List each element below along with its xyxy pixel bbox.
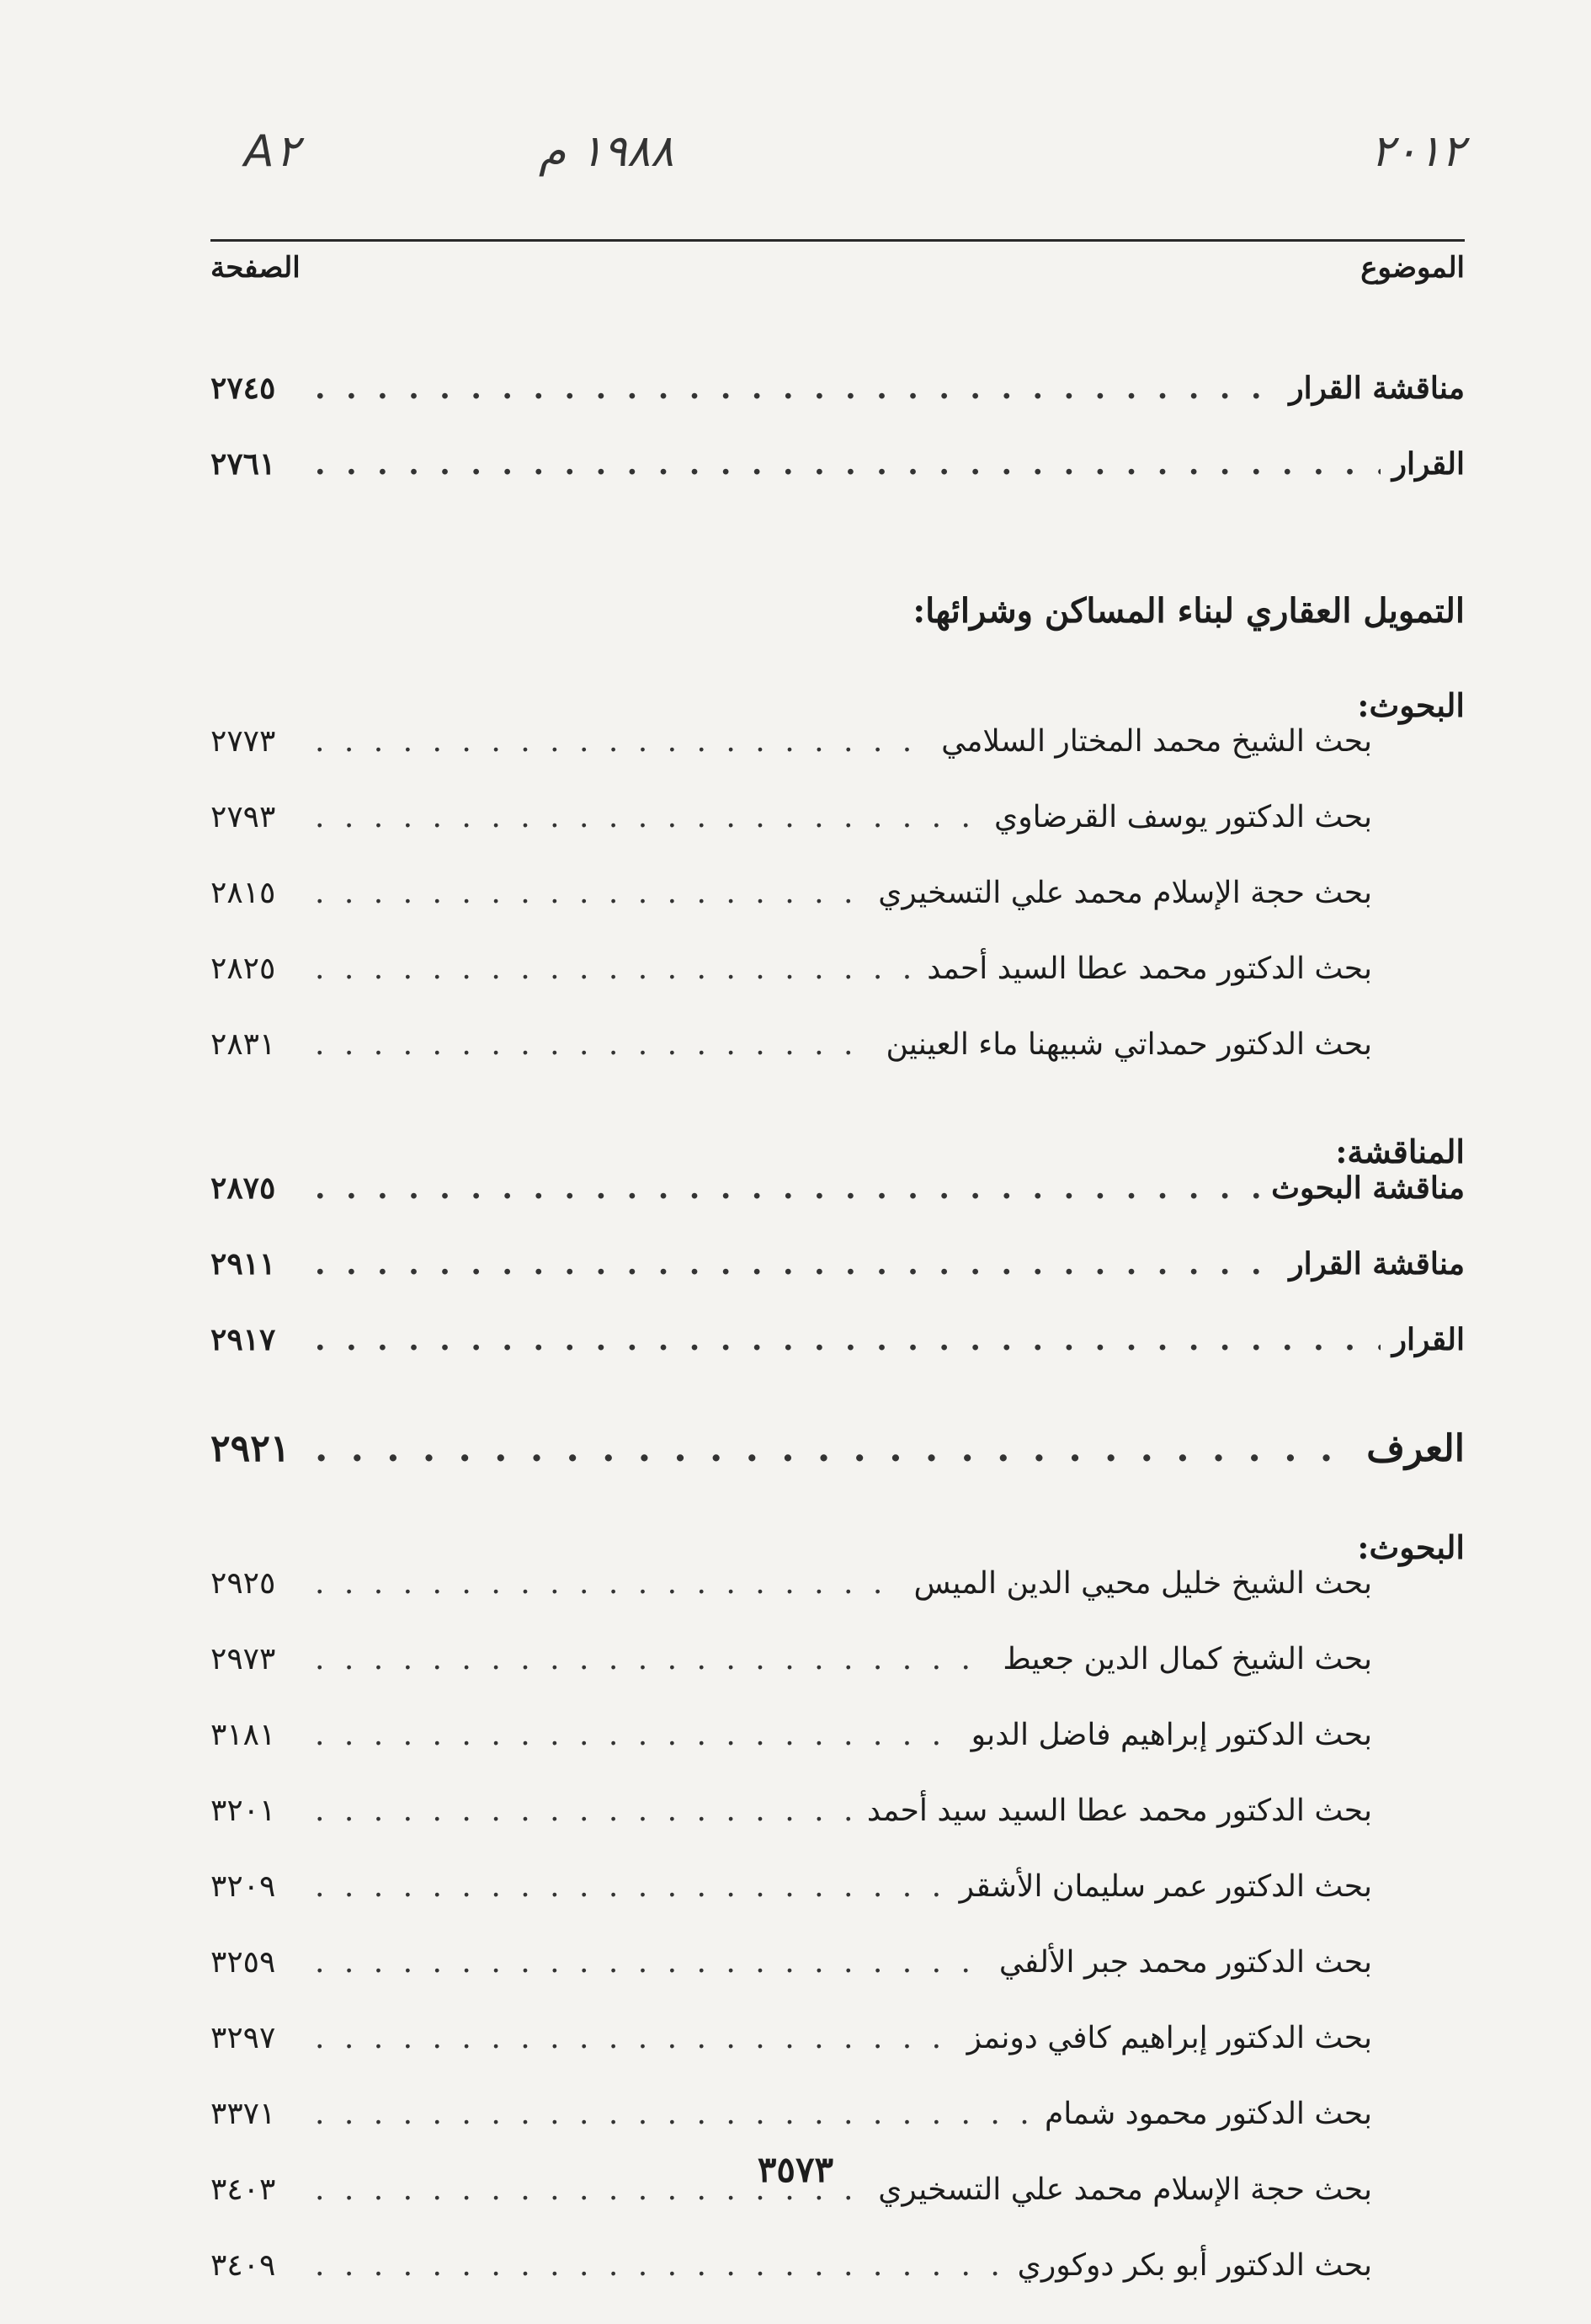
toc-entry-title: بحث الدكتور يوسف القرضاوي: [994, 800, 1372, 834]
section-two-heading: التمويل العقاري لبناء المساكن وشرائها:: [913, 590, 1465, 631]
toc-entry-page: ٢٧٧٣: [210, 724, 276, 759]
leader-dots: [315, 2248, 1006, 2283]
toc-entry: [210, 2021, 1465, 2097]
toc-entry: [210, 1869, 1465, 1945]
toc-entry: [210, 1566, 1465, 1642]
toc-entry: [210, 370, 1465, 446]
leader-dots: [315, 1027, 875, 1062]
section-three-page: ٢٩٢١: [210, 1426, 290, 1470]
leader-dots: [315, 1794, 855, 1828]
toc-entry: [210, 876, 1465, 951]
toc-entry-title: بحث الشيخ محمد المختار السلامي: [941, 724, 1372, 759]
leader-dots: [315, 951, 915, 986]
toc-entry-title: بحث الدكتور محمود شمام: [1045, 2097, 1372, 2131]
section-three-heading-row: [210, 1398, 1465, 1499]
handwritten-note-right: ٢٠١٢: [1370, 126, 1465, 177]
leader-dots: [315, 1566, 902, 1601]
leader-dots: [315, 2097, 1033, 2131]
toc-entry: [210, 724, 1465, 800]
toc-entry-title: مناقشة القرار: [1289, 370, 1465, 406]
header-rule: [210, 239, 1465, 242]
handwritten-note-middle: ١٩٨٨ م: [539, 126, 674, 177]
section-one: [210, 370, 1465, 522]
toc-entry: [210, 951, 1465, 1027]
topic-column-header: الموضوع: [1360, 251, 1465, 285]
toc-entry-page: ٣١٨١: [210, 1718, 276, 1752]
toc-entry-page: ٣٤٠٩: [210, 2248, 276, 2283]
leader-dots: [315, 1945, 987, 1980]
toc-entry-page: ٣٢٩٧: [210, 2021, 276, 2055]
leader-dots: [315, 1170, 1259, 1206]
toc-entry-title: القرار: [1391, 446, 1465, 482]
toc-content: [210, 370, 1465, 2324]
leader-dots: [315, 1718, 960, 1752]
toc-entry-page: ٢٧٦١: [210, 446, 276, 482]
toc-entry-title: بحث الدكتور إبراهيم فاضل الدبو: [971, 1718, 1372, 1752]
toc-entry-page: ٢٨٣١: [210, 1027, 276, 1062]
leader-dots: [315, 2021, 955, 2055]
toc-entry-title: بحث الشيخ كمال الدين جعيط: [1003, 1642, 1372, 1676]
toc-entry-page: ٣٢٠١: [210, 1794, 276, 1828]
toc-entry-page: ٣٢٠٩: [210, 1869, 276, 1904]
section-three-heading: العرف: [1366, 1426, 1465, 1470]
toc-entry: [210, 1322, 1465, 1398]
leader-dots: [315, 1642, 991, 1676]
leader-dots: [315, 876, 866, 910]
page-column-header: الصفحة: [210, 251, 301, 285]
leader-dots: [315, 1322, 1381, 1357]
section-three-research-label: البحوث:: [1357, 1528, 1465, 1566]
toc-entry-title: بحث الدكتور إبراهيم كافي دونمز: [966, 2021, 1372, 2055]
toc-entry-page: ٢٩١٧: [210, 1322, 276, 1357]
toc-entry-page: ٣٢٥٩: [210, 1945, 276, 1980]
toc-entry-title: بحث حجة الإسلام محمد علي التسخيري: [878, 2172, 1372, 2207]
leader-dots: [315, 800, 982, 834]
toc-entry: [210, 2248, 1465, 2324]
section-three-research: [210, 1566, 1465, 2324]
toc-entry-page: ٣٤٠٣: [210, 2172, 276, 2207]
toc-entry: [210, 1027, 1465, 1103]
toc-entry-title: بحث الدكتور محمد عطا السيد سيد أحمد: [866, 1794, 1372, 1828]
toc-entry-title: بحث الدكتور حمداتي شبيهنا ماء العينين: [886, 1027, 1372, 1062]
toc-entry-page: ٢٧٤٥: [210, 370, 276, 406]
toc-entry: [210, 1642, 1465, 1718]
toc-entry: [210, 800, 1465, 876]
toc-entry: [210, 1945, 1465, 2021]
leader-dots: [315, 446, 1381, 482]
section-two-discussion-label: المناقشة:: [1335, 1133, 1465, 1170]
toc-entry-page: ٢٩٧٣: [210, 1642, 276, 1676]
leader-dots: [315, 724, 929, 759]
toc-entry-title: بحث الدكتور عمر سليمان الأشقر: [959, 1869, 1372, 1904]
toc-entry-page: ٢٩١١: [210, 1246, 276, 1282]
toc-entry: [210, 1718, 1465, 1794]
toc-entry-page: ٢٩٢٥: [210, 1566, 276, 1601]
handwritten-note-left: A٢: [244, 126, 300, 177]
toc-entry-page: ٢٨٢٥: [210, 951, 276, 986]
leader-dots: [315, 370, 1277, 406]
toc-entry-page: ٣٣٧١: [210, 2097, 276, 2131]
leader-dots: [315, 1869, 948, 1904]
toc-entry: [210, 1170, 1465, 1246]
toc-entry-title: بحث الدكتور أبو بكر دوكوري: [1017, 2248, 1372, 2283]
section-two-research-label: البحوث:: [1357, 686, 1465, 724]
leader-dots: [315, 1246, 1277, 1282]
toc-entry-page: ٢٨١٥: [210, 876, 276, 910]
toc-entry: [210, 446, 1465, 522]
toc-entry-page: ٢٧٩٣: [210, 800, 276, 834]
toc-entry-title: بحث حجة الإسلام محمد علي التسخيري: [878, 876, 1372, 910]
toc-entry: [210, 1794, 1465, 1869]
toc-entry-title: بحث الشيخ خليل محيي الدين الميس: [913, 1566, 1372, 1601]
section-two-discussion: [210, 1170, 1465, 1398]
toc-entry: [210, 1246, 1465, 1322]
toc-entry-title: مناقشة القرار: [1289, 1246, 1465, 1282]
toc-entry-page: ٢٨٧٥: [210, 1170, 276, 1206]
section-two-research: [210, 724, 1465, 1103]
toc-entry-title: مناقشة البحوث: [1271, 1170, 1465, 1206]
page-number: ٣٥٧٣: [757, 2149, 834, 2190]
toc-entry-title: بحث الدكتور محمد عطا السيد أحمد: [927, 951, 1372, 986]
toc-entry-title: القرار: [1391, 1322, 1465, 1357]
toc-entry-title: بحث الدكتور محمد جبر الألفي: [998, 1945, 1372, 1980]
